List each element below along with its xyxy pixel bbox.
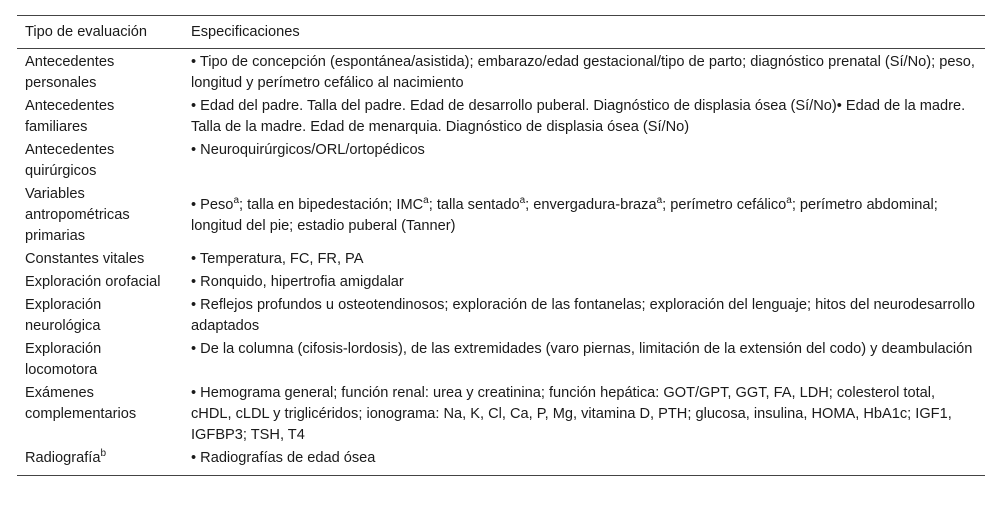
- row-specification: • Neuroquirúrgicos/ORL/ortopédicos: [191, 142, 425, 158]
- table-header: [17, 16, 985, 49]
- header-specifications: Especificaciones: [191, 24, 300, 40]
- table-body: [17, 49, 985, 476]
- footnote-marker: a: [656, 195, 663, 207]
- row-evaluation-type: Exploración neurológica: [25, 297, 102, 334]
- spec-text: ; talla sentado: [428, 197, 520, 213]
- footnote-marker: a: [786, 195, 792, 207]
- footnote-marker: b: [100, 448, 107, 460]
- row-specification: [183, 184, 985, 249]
- spec-text: ; perímetro abdominal; longitud del pie; estadio puberal (Tanner): [191, 197, 938, 234]
- table-row: [17, 448, 985, 476]
- footnote-marker: a: [519, 195, 526, 207]
- spec-text: ; perímetro cefálico: [662, 197, 787, 213]
- spec-text: ; talla en bipedestación; IMC: [239, 197, 424, 213]
- row-specification: • Edad del padre. Talla del padre. Edad de desarrollo puberal. Diagnóstico de displasia ósea (Sí/No)• Edad de la madre. Talla de la madre. Edad de menarquia. Diagnóstico de displasia ósea (Sí/No): [191, 98, 966, 135]
- row-evaluation-type: Constantes vitales: [25, 251, 145, 267]
- row-specification: • Hemograma general; función renal: urea y creatinina; función hepática: GOT/GPT, GGT, FA, LDH; colesterol total, cHDL, cLDL y triglicéridos; ionograma: Na, K, Cl, Ca, P, Mg, vitamina D, PTH; glucosa, insulina, HOMA, HbA1c; IGF1, IGFBP3; TSH, T4: [191, 385, 952, 443]
- spec-text: ; envergadura-braza: [525, 197, 657, 213]
- row-evaluation-type: Antecedentes familiares: [25, 98, 115, 135]
- evaluation-table: [17, 15, 985, 476]
- table-row: [17, 184, 985, 249]
- row-evaluation-type: Variables antropométricas primarias: [25, 186, 130, 244]
- table-row: [17, 140, 985, 184]
- table-row: [17, 272, 985, 295]
- spec-text: • Peso: [191, 197, 234, 213]
- header-row: [17, 16, 985, 49]
- table-row: [17, 383, 985, 448]
- header-evaluation-type: Tipo de evaluación: [25, 24, 147, 40]
- row-evaluation-type: Exploración orofacial: [25, 274, 161, 290]
- row-evaluation-type: Antecedentes personales: [25, 54, 115, 91]
- footnote-marker: a: [233, 195, 239, 207]
- row-evaluation-type: Exámenes complementarios: [25, 385, 137, 422]
- table-row: [17, 295, 985, 339]
- table-row: [17, 339, 985, 383]
- evaluation-table-container: [17, 15, 985, 476]
- type-text: Radiografía: [25, 450, 101, 466]
- row-specification: • De la columna (cifosis-lordosis), de las extremidades (varo piernas, limitación de la extensión del codo) y deambulación: [191, 341, 973, 357]
- table-row: [17, 49, 985, 97]
- row-evaluation-type: Exploración locomotora: [25, 341, 102, 378]
- row-specification: • Ronquido, hipertrofia amigdalar: [191, 274, 404, 290]
- row-specification: • Radiografías de edad ósea: [191, 450, 376, 466]
- footnote-marker: a: [423, 195, 429, 207]
- row-evaluation-type: Antecedentes quirúrgicos: [25, 142, 115, 179]
- row-evaluation-type: [17, 448, 183, 476]
- row-specification: • Temperatura, FC, FR, PA: [191, 251, 364, 267]
- row-specification: • Reflejos profundos u osteotendinosos; exploración de las fontanelas; exploración del lenguaje; hitos del neurodesarrollo adaptados: [191, 297, 975, 334]
- table-row: [17, 96, 985, 140]
- table-row: [17, 249, 985, 272]
- row-specification: • Tipo de concepción (espontánea/asistida); embarazo/edad gestacional/tipo de parto; diagnóstico prenatal (Sí/No); peso, longitud y perímetro cefálico al nacimiento: [191, 54, 975, 91]
